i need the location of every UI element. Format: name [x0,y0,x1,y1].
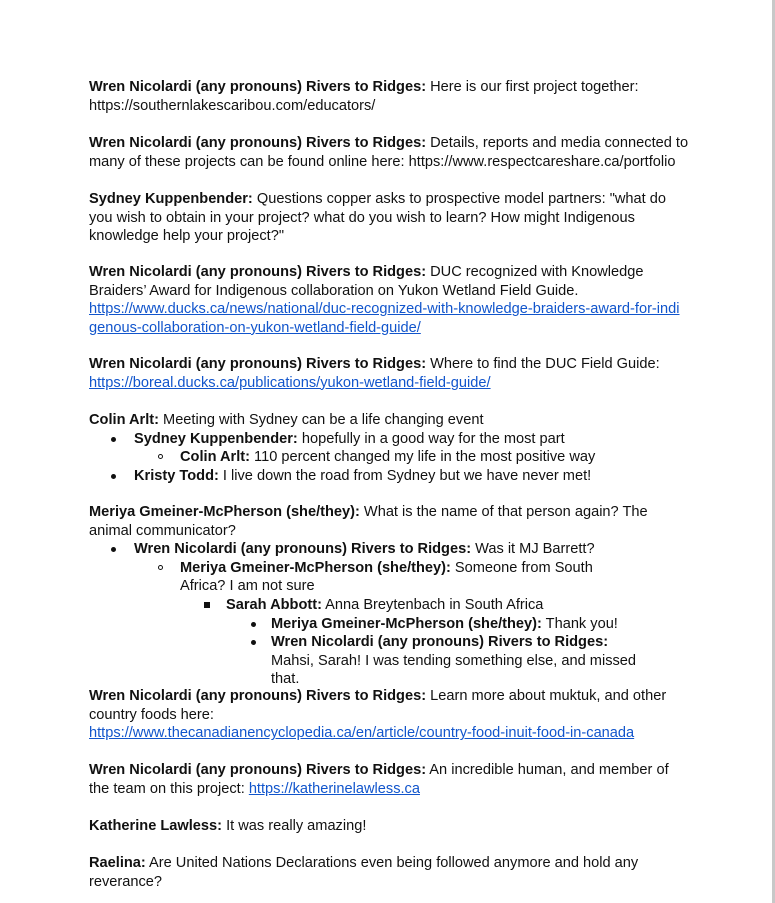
bullet-icon [158,454,163,459]
speaker: Sydney Kuppenbender: [134,430,298,447]
message-text: Questions copper asks to prospective model partners: "what do you wish to obtain in your project? what do you wish to learn? How might Indigenous knowledge help your project?" [89,191,667,245]
speaker: Wren Nicolardi (any pronouns) Rivers to Ridges: [89,79,427,95]
bullet-icon [111,437,116,442]
reply [134,430,689,449]
message-text: It was really amazing! [222,818,367,834]
message [89,355,689,392]
speaker: Wren Nicolardi (any pronouns) Rivers to Ridges: [134,541,472,558]
bullet-icon [251,640,256,645]
reply [180,448,689,467]
speaker: Meriya Gmeiner-McPherson (she/they): [89,504,360,520]
message-text: DUC recognized with Knowledge Braiders’ Award for Indigenous collaboration on Yukon Wetland Field Guide. [89,264,644,299]
message-text: What is the name of that person again? The animal communicator? [89,504,648,539]
speaker: Meriya Gmeiner-McPherson (she/they): [180,559,451,576]
bullet-icon [111,474,116,479]
message [89,263,681,337]
speaker: Sarah Abbott: [226,596,322,613]
bullet-icon [111,547,116,552]
link[interactable]: https://www.thecanadianencyclopedia.ca/en/article/country-food-inuit-food-in-canada [89,725,635,742]
bullet-icon [251,622,256,627]
message-text: Anna Breytenbach in South Africa [321,596,544,613]
message-text: Was it MJ Barrett? [471,541,595,558]
speaker: Wren Nicolardi (any pronouns) Rivers to Ridges: [89,356,427,372]
message-text: Someone from South Africa? I am not sure [180,559,593,595]
speaker: Katherine Lawless: [89,818,223,834]
message [89,78,689,115]
link[interactable]: https://katherinelawless.ca [248,780,420,797]
message-text: Where to find the DUC Field Guide: [426,356,660,372]
speaker: Colin Arlt: [180,449,250,466]
speaker: Meriya Gmeiner-McPherson (she/they): [271,615,542,632]
reply [134,540,689,559]
message-text: Thank you! [541,615,618,632]
reply [271,633,641,689]
message-text: I live down the road from Sydney but we have never met! [218,467,592,484]
message [89,761,689,798]
speaker: Wren Nicolardi (any pronouns) Rivers to Ridges: [89,688,427,704]
link[interactable]: https://boreal.ducks.ca/publications/yukon-wetland-field-guide/ [89,374,491,391]
message [89,854,649,891]
reply [226,596,689,615]
message [89,190,689,246]
message [89,687,689,743]
speaker: Wren Nicolardi (any pronouns) Rivers to Ridges: [89,264,427,280]
message [89,817,689,836]
message-text: Here is our first project together: https://southernlakescaribou.com/educators/ [89,79,639,114]
speaker: Wren Nicolardi (any pronouns) Rivers to Ridges: [89,135,427,151]
bullet-icon [158,565,163,570]
message [89,134,689,171]
message-thread [89,503,689,689]
bullet-icon [204,602,210,608]
speaker: Wren Nicolardi (any pronouns) Rivers to Ridges: [89,762,427,778]
reply [134,467,689,486]
speaker: Wren Nicolardi (any pronouns) Rivers to Ridges: [271,634,609,651]
reply [271,615,689,634]
link[interactable]: https://www.ducks.ca/news/national/duc-recognized-with-knowledge-braiders-award-for-indigenous-collaboration-on-yukon-wetland-field-guide/ [89,301,680,336]
message-text: An incredible human, and member of the team on this project: [89,762,669,797]
message-text: Learn more about muktuk, and other country foods here: [89,688,667,723]
message-text: Are United Nations Declarations even being followed anymore and hold any reverance? [89,855,639,890]
message-thread [89,411,689,485]
message-text: Details, reports and media connected to many of these projects can be found online here: https://www.respectcareshare.ca/portfolio [89,135,689,170]
message-text: 110 percent changed my life in the most positive way [249,449,596,466]
speaker: Kristy Todd: [134,467,219,484]
speaker: Colin Arlt: [89,412,159,428]
reply [180,559,600,596]
speaker: Raelina: [89,855,146,871]
message-text: Meeting with Sydney can be a life changing event [158,412,484,428]
speaker: Sydney Kuppenbender: [89,191,253,207]
message-text: hopefully in a good way for the most part [297,430,565,447]
message-text: Mahsi, Sarah! I was tending something else, and missed that. [271,652,637,688]
